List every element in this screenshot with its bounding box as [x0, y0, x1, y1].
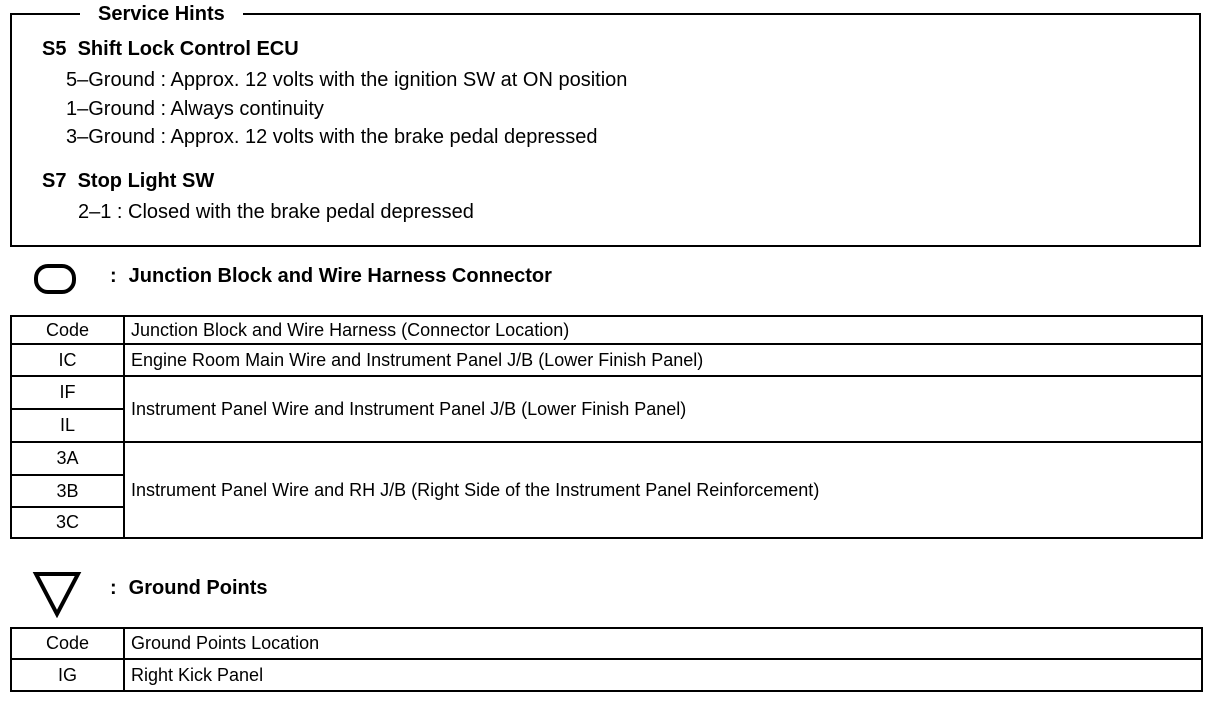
- hint-line: 2–1 : Closed with the brake pedal depressed: [78, 201, 474, 223]
- junction-heading-label: Junction Block and Wire Harness Connector: [128, 265, 552, 287]
- junction-block-table: [10, 315, 1203, 539]
- table-row: [11, 659, 1202, 691]
- table-header-row: [11, 316, 1202, 344]
- table-header-row: [11, 628, 1202, 659]
- code-header: Code: [11, 316, 124, 344]
- location-cell: Instrument Panel Wire and Instrument Panel J/B (Lower Finish Panel): [124, 376, 1202, 442]
- legend-separator: :: [110, 577, 117, 599]
- location-header: Junction Block and Wire Harness (Connector Location): [124, 316, 1202, 344]
- table-row: [11, 344, 1202, 376]
- location-cell: Instrument Panel Wire and RH J/B (Right Side of the Instrument Panel Reinforcement): [124, 442, 1202, 538]
- hint-line: 5–Ground : Approx. 12 volts with the ignition SW at ON position: [66, 69, 628, 91]
- code-cell: 3B: [11, 475, 124, 507]
- code-cell: IL: [11, 409, 124, 442]
- rounded-rectangle-icon: [34, 264, 76, 294]
- section-title-s7: S7 Stop Light SW: [42, 170, 215, 192]
- ground-heading-label: Ground Points: [128, 577, 268, 599]
- code-cell: 3A: [11, 442, 124, 475]
- table-row: [11, 376, 1202, 409]
- code-cell: 3C: [11, 507, 124, 538]
- service-hints-title: Service Hints: [80, 1, 243, 27]
- ground-heading: [110, 577, 268, 600]
- hint-line: 3–Ground : Approx. 12 volts with the brake pedal depressed: [66, 126, 598, 148]
- code-cell: IF: [11, 376, 124, 409]
- location-cell: Engine Room Main Wire and Instrument Panel J/B (Lower Finish Panel): [124, 344, 1202, 376]
- hint-line: 1–Ground : Always continuity: [66, 98, 324, 120]
- location-header: Ground Points Location: [124, 628, 1202, 659]
- location-cell: Right Kick Panel: [124, 659, 1202, 691]
- triangle-down-icon: [32, 570, 82, 618]
- table-row: [11, 442, 1202, 475]
- ground-points-table: [10, 627, 1203, 692]
- legend-separator: :: [110, 265, 117, 287]
- junction-heading: [110, 265, 552, 288]
- service-hints-box: [10, 3, 1201, 247]
- code-header: Code: [11, 628, 124, 659]
- section-title-s5: S5 Shift Lock Control ECU: [42, 38, 299, 60]
- code-cell: IG: [11, 659, 124, 691]
- code-cell: IC: [11, 344, 124, 376]
